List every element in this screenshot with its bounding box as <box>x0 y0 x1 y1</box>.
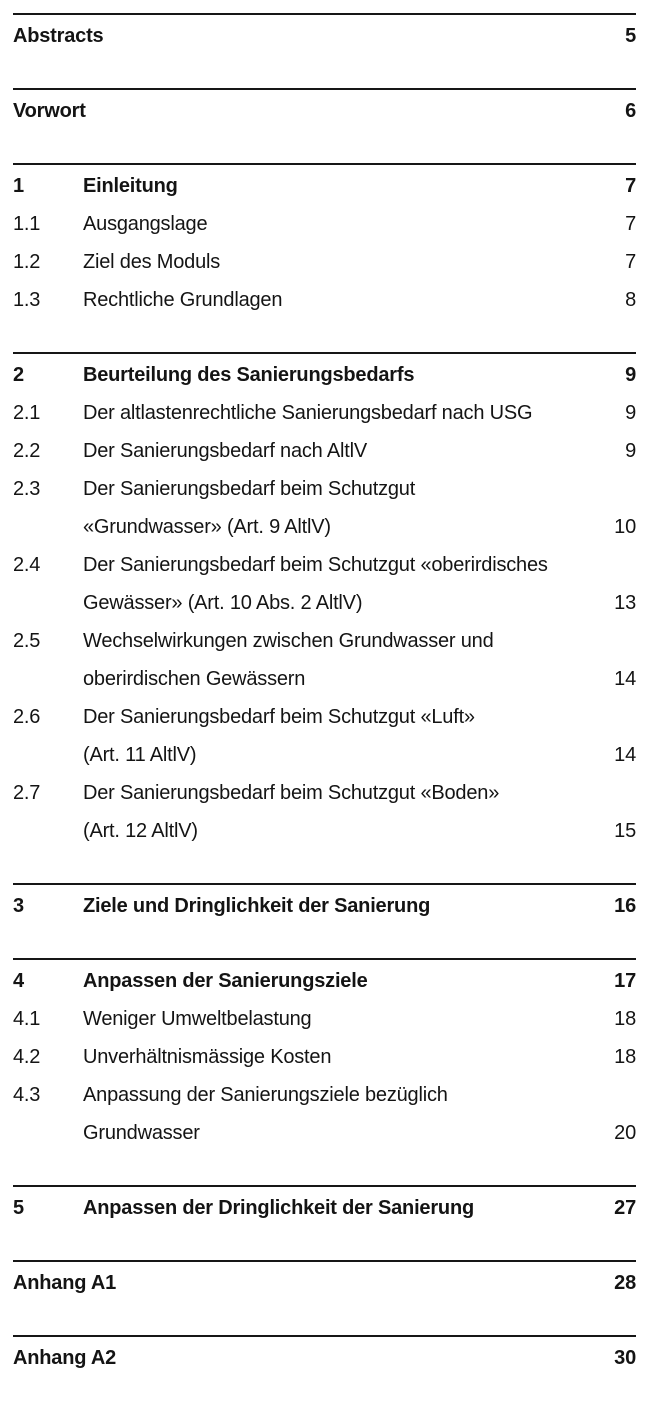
toc-entry[interactable] <box>13 1038 636 1076</box>
toc-title-line: Ausgangslage <box>83 213 208 235</box>
toc-entry-title <box>83 774 606 850</box>
toc-entry-page: 9 <box>625 364 636 386</box>
toc-entry-title <box>83 356 617 394</box>
toc-entry-title <box>83 1000 606 1038</box>
toc-title-line: Anhang A2 <box>13 1347 117 1369</box>
toc-entry[interactable] <box>13 962 636 1000</box>
toc-entry-title <box>83 1189 606 1227</box>
toc-entry-title <box>83 281 617 319</box>
toc-entry-title <box>83 243 617 281</box>
toc-group <box>13 163 636 352</box>
toc-entry-number: 1.3 <box>13 289 41 311</box>
toc-entry-number: 4.1 <box>13 1008 41 1030</box>
toc-group <box>13 88 636 163</box>
toc-entry[interactable] <box>13 1189 636 1227</box>
toc-title-line: oberirdischen Gewässern <box>83 668 306 690</box>
toc-entry-title <box>83 1076 606 1152</box>
toc-entry-number: 2.3 <box>13 478 41 500</box>
toc-entry-number: 3 <box>13 895 24 917</box>
toc-entry-page: 18 <box>614 1046 636 1068</box>
toc-entry-page: 14 <box>614 668 636 690</box>
toc-entry[interactable] <box>13 92 636 130</box>
toc-entry-page: 30 <box>614 1347 636 1369</box>
toc-title-line: Vorwort <box>13 100 86 122</box>
toc-entry-number: 1.2 <box>13 251 41 273</box>
toc-entry-number: 4.3 <box>13 1084 41 1106</box>
toc-entry-number: 2.1 <box>13 402 41 424</box>
toc-entry[interactable] <box>13 1000 636 1038</box>
toc-entry-title <box>83 962 606 1000</box>
toc-group <box>13 1260 636 1335</box>
toc-entry-number: 2.7 <box>13 782 41 804</box>
toc-entry[interactable] <box>13 432 636 470</box>
toc-entry[interactable] <box>13 698 636 774</box>
toc-title-line: Der Sanierungsbedarf beim Schutzgut «Boden» <box>83 782 500 804</box>
toc-entry-title <box>83 470 606 546</box>
toc-entry[interactable] <box>13 205 636 243</box>
toc-title-line: Weniger Umweltbelastung <box>83 1008 312 1030</box>
toc-title-line: Anhang A1 <box>13 1272 117 1294</box>
toc-entry-title <box>13 17 617 55</box>
toc-entry-number: 1 <box>13 175 24 197</box>
toc-entry-title <box>13 1264 606 1302</box>
toc-title-line: «Grundwasser» (Art. 9 AltlV) <box>83 516 331 538</box>
toc-entry-page: 9 <box>625 402 636 424</box>
toc-entry-page: 27 <box>614 1197 636 1219</box>
toc-entry-page: 7 <box>625 213 636 235</box>
toc-title-line: Ziel des Moduls <box>83 251 221 273</box>
toc-entry-page: 17 <box>614 970 636 992</box>
toc-entry-page: 7 <box>625 251 636 273</box>
toc-entry-page: 18 <box>614 1008 636 1030</box>
toc-entry-page: 8 <box>625 289 636 311</box>
toc-entry[interactable] <box>13 1264 636 1302</box>
toc-entry-title <box>83 887 606 925</box>
toc-entry-title <box>83 698 606 774</box>
toc-entry-number: 2.2 <box>13 440 41 462</box>
toc-entry-page: 6 <box>625 100 636 122</box>
toc-entry-page: 14 <box>614 744 636 766</box>
toc-title-line: Anpassung der Sanierungsziele bezüglich <box>83 1084 448 1106</box>
toc-entry-number: 1.1 <box>13 213 41 235</box>
toc-entry-number: 2 <box>13 364 24 386</box>
toc-group <box>13 13 636 88</box>
toc-title-line: Anpassen der Dringlichkeit der Sanierung <box>83 1197 474 1219</box>
toc-title-line: Grundwasser <box>83 1122 200 1144</box>
toc-entry-page: 16 <box>614 895 636 917</box>
toc-group <box>13 352 636 883</box>
toc-title-line: Der Sanierungsbedarf beim Schutzgut <box>83 478 416 500</box>
toc-entry-title <box>13 1339 606 1377</box>
toc-entry[interactable] <box>13 774 636 850</box>
toc-title-line: Rechtliche Grundlagen <box>83 289 283 311</box>
toc-entry[interactable] <box>13 1076 636 1152</box>
toc-entry-number: 4.2 <box>13 1046 41 1068</box>
toc-entry-page: 9 <box>625 440 636 462</box>
toc-entry[interactable] <box>13 622 636 698</box>
toc-entry[interactable] <box>13 356 636 394</box>
toc-group <box>13 1185 636 1260</box>
toc-entry-title <box>83 432 617 470</box>
toc-entry[interactable] <box>13 167 636 205</box>
toc-entry-number: 4 <box>13 970 24 992</box>
toc-entry[interactable] <box>13 887 636 925</box>
toc-entry-title <box>83 1038 606 1076</box>
toc-title-line: Gewässer» (Art. 10 Abs. 2 AltlV) <box>83 592 363 614</box>
toc-title-line: Beurteilung des Sanierungsbedarfs <box>83 364 415 386</box>
toc-title-line: Der Sanierungsbedarf nach AltlV <box>83 440 367 462</box>
toc-entry-number: 5 <box>13 1197 24 1219</box>
toc-title-line: Abstracts <box>13 25 104 47</box>
toc-title-line: Ziele und Dringlichkeit der Sanierung <box>83 895 431 917</box>
toc-title-line: Der Sanierungsbedarf beim Schutzgut «oberirdisches <box>83 554 548 576</box>
toc-entry-title <box>83 622 606 698</box>
toc-entry-page: 10 <box>614 516 636 538</box>
toc-entry-page: 7 <box>625 175 636 197</box>
toc-entry-number: 2.4 <box>13 554 41 576</box>
toc-entry[interactable] <box>13 394 636 432</box>
toc-entry-page: 5 <box>625 25 636 47</box>
toc-group <box>13 883 636 958</box>
toc-entry[interactable] <box>13 470 636 546</box>
toc-title-line: Anpassen der Sanierungsziele <box>83 970 368 992</box>
toc-entry[interactable] <box>13 546 636 622</box>
toc-entry-page: 15 <box>614 820 636 842</box>
toc-entry-title <box>83 167 617 205</box>
toc-group <box>13 1335 636 1410</box>
toc-title-line: Wechselwirkungen zwischen Grundwasser und <box>83 630 494 652</box>
toc-entry-page: 28 <box>614 1272 636 1294</box>
toc-entry-number: 2.5 <box>13 630 41 652</box>
toc-entry-title <box>83 394 617 432</box>
toc-title-line: Einleitung <box>83 175 178 197</box>
toc-title-line: Unverhältnismässige Kosten <box>83 1046 332 1068</box>
toc-entry-title <box>83 205 617 243</box>
toc-entry[interactable] <box>13 17 636 55</box>
toc-entry-title <box>83 546 606 622</box>
toc-title-line: (Art. 11 AltlV) <box>83 744 197 766</box>
toc-group <box>13 958 636 1185</box>
toc-entry[interactable] <box>13 281 636 319</box>
toc-title-line: (Art. 12 AltlV) <box>83 820 198 842</box>
toc-entry-page: 13 <box>614 592 636 614</box>
toc-title-line: Der altlastenrechtliche Sanierungsbedarf nach USG <box>83 402 533 424</box>
toc-entry-title <box>13 92 617 130</box>
toc-entry-number: 2.6 <box>13 706 41 728</box>
toc-entry-page: 20 <box>614 1122 636 1144</box>
toc-entry[interactable] <box>13 1339 636 1377</box>
toc-title-line: Der Sanierungsbedarf beim Schutzgut «Luft» <box>83 706 475 728</box>
toc-entry[interactable] <box>13 243 636 281</box>
